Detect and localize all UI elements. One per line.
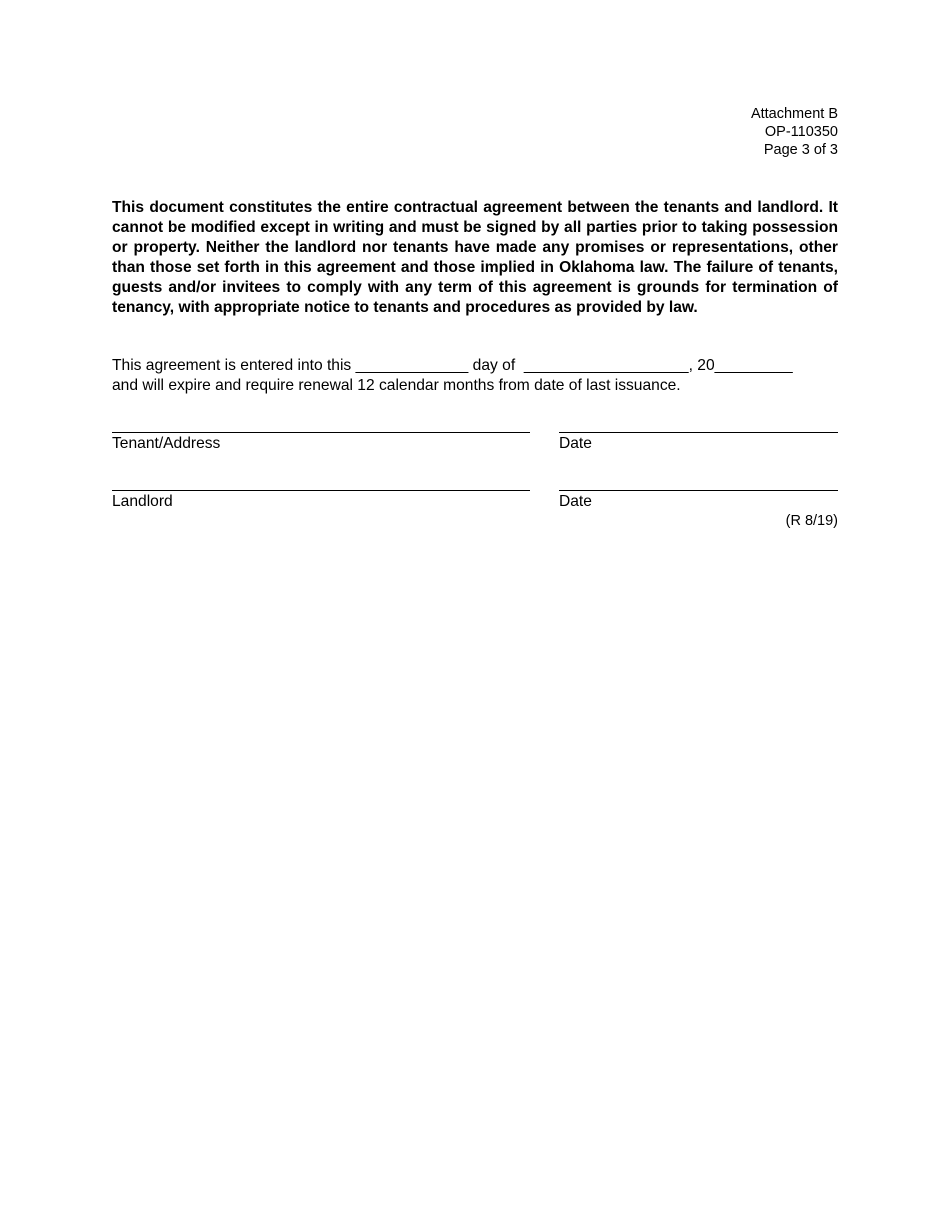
day-blank[interactable]: _____________ (355, 357, 469, 374)
entered-prefix-text: This agreement is entered into this (112, 357, 352, 374)
agreement-date-row (112, 356, 838, 376)
agreement-date-statement (112, 356, 838, 396)
landlord-label: Landlord (112, 493, 173, 510)
expiration-text: and will expire and require renewal 12 calendar months from date of last issuance. (112, 377, 681, 394)
tenant-date-label: Date (559, 435, 592, 452)
attachment-label: Attachment B (750, 106, 838, 122)
spacer (515, 356, 524, 376)
month-blank[interactable]: ___________________ (523, 357, 689, 374)
landlord-signature-row (112, 490, 838, 516)
form-header (751, 105, 838, 159)
entire-agreement-clause: This document constitutes the entire contractual agreement between the tenants and landlord. It cannot be modified except in writing and must be signed by all parties prior to taking possession or property. Neither the landlord nor tenants have made any promises or representations, other than those set forth in this agreement and those implied in Oklahoma law. The failure of tenants, guests and/or invitees to comply with any term of this agreement is grounds for termination of tenancy, with appropriate notice to tenants and procedures as provided by law. (112, 199, 838, 316)
tenant-address-label: Tenant/Address (112, 435, 221, 452)
landlord-date-label: Date (559, 493, 592, 510)
year-blank[interactable]: _________ (714, 357, 793, 374)
landlord-signature-line[interactable] (112, 490, 530, 491)
page-number: Page 3 of 3 (763, 142, 838, 158)
day-of-text: day of (472, 357, 516, 374)
form-number: OP-110350 (764, 124, 838, 140)
year-prefix-text: , 20 (688, 357, 715, 374)
landlord-date-line[interactable] (559, 490, 838, 491)
tenant-date-line[interactable] (559, 432, 838, 433)
revision-date: (R 8/19) (785, 513, 838, 529)
tenant-signature-row (112, 432, 838, 458)
tenant-signature-line[interactable] (112, 432, 530, 433)
